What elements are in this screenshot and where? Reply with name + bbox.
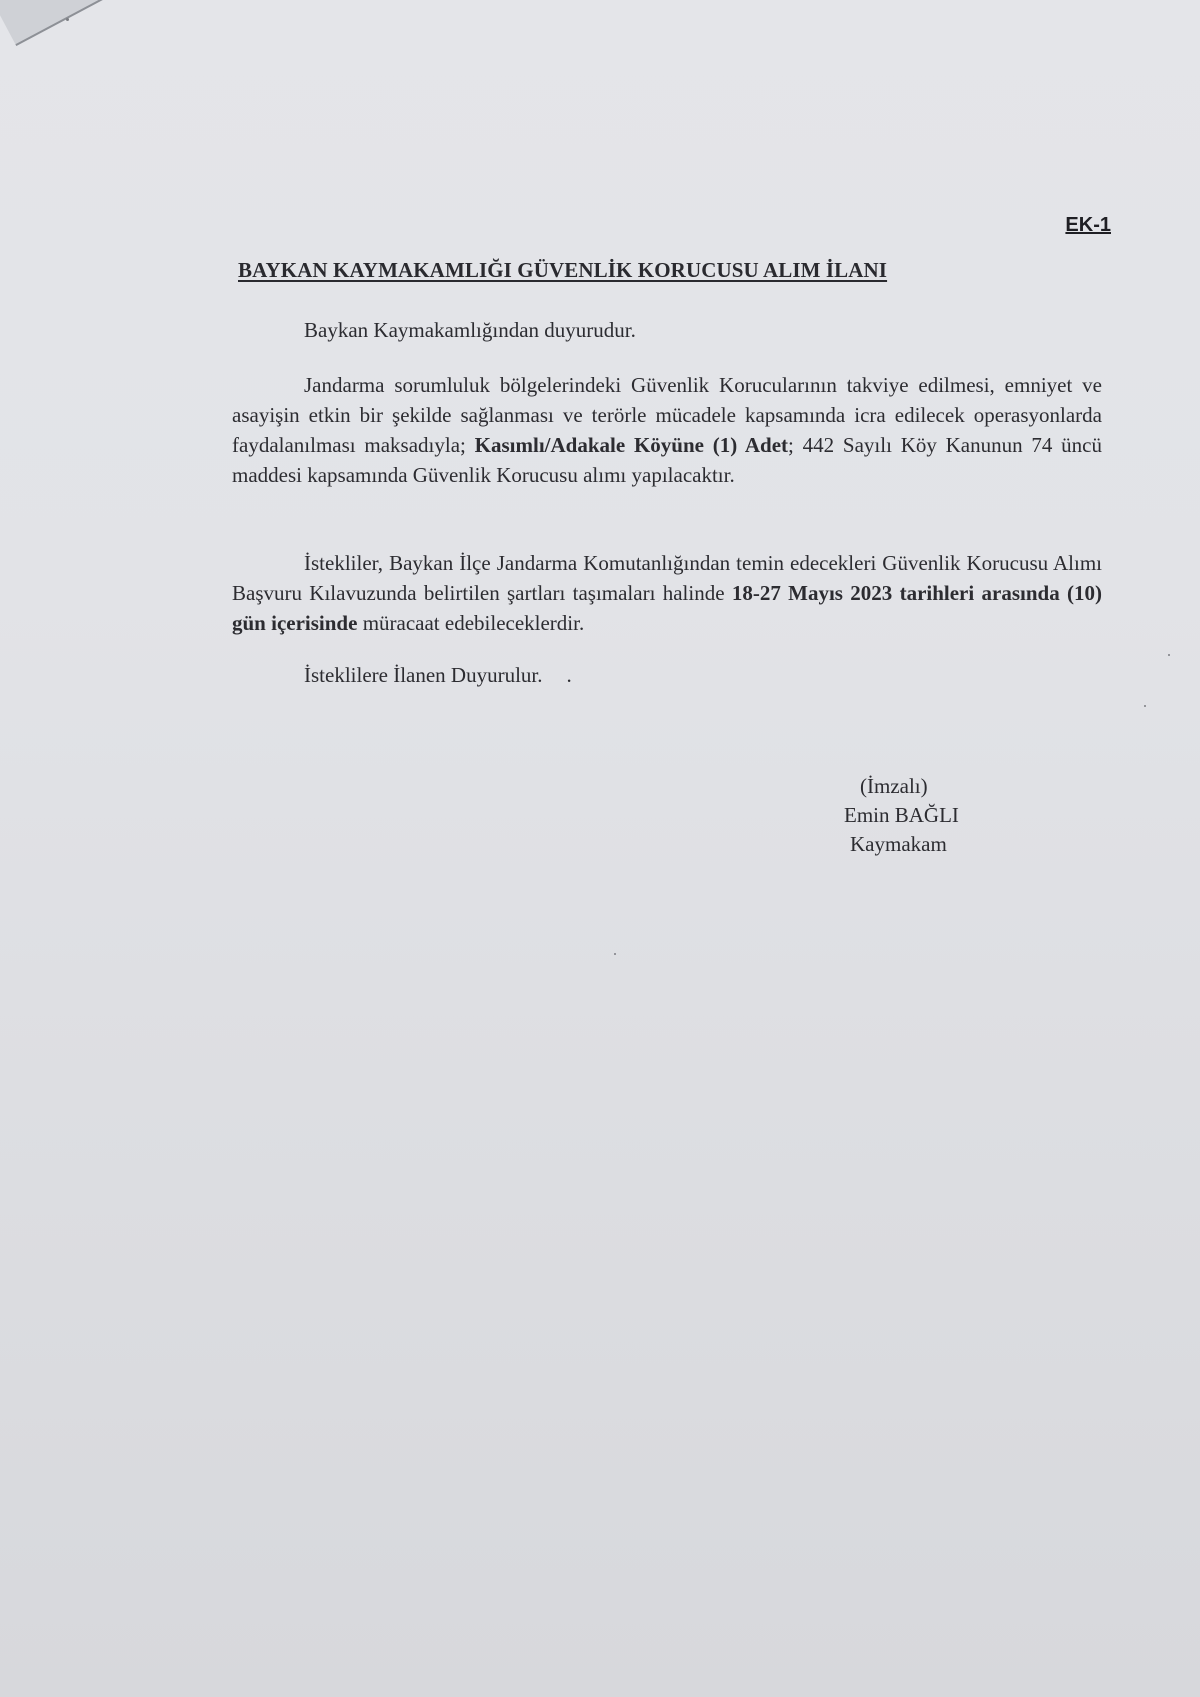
closing-paragraph <box>232 660 1102 690</box>
paragraph-application <box>232 548 1102 638</box>
signature-block <box>820 772 1000 859</box>
paper-speck <box>1168 654 1170 656</box>
paragraph-bold-text: Kasımlı/Adakale Köyüne (1) Adet <box>474 433 789 457</box>
closing-dot: . <box>566 663 572 687</box>
paper-speck <box>1144 705 1146 707</box>
paragraph-text: Jandarma sorumluluk bölgelerindeki Güvenlik Korucularının takviye edilmesi, emniyet ve asayişin etkin bir şekilde sağlanması ve terörle mücadele kapsamında icra edilecek operasyonlarda faydalanılması maksadıyla; <box>232 373 1102 457</box>
paragraph-bold-text: 18-27 Mayıs 2023 tarihleri arasında (10) gün içerisinde <box>232 581 1102 635</box>
paper-speck <box>66 18 69 21</box>
paragraph-text: müracaat edebileceklerdir. <box>357 611 585 635</box>
signature-note: (İmzalı) <box>860 774 928 798</box>
paragraph-text: ; 442 Sayılı Köy Kanunun 74 üncü maddesi kapsamında Güvenlik Korucusu alımı yapılacaktır. <box>232 433 1102 487</box>
paragraph-recruitment <box>232 370 1102 490</box>
closing-text: İsteklilere İlanen Duyurulur. <box>304 663 543 687</box>
signatory-name: Emin BAĞLI <box>844 803 959 827</box>
page-corner-shadow <box>0 0 193 46</box>
page-title: BAYKAN KAYMAKAMLIĞI GÜVENLİK KORUCUSU ALIM İLANI <box>238 258 888 282</box>
paper-speck <box>614 953 616 955</box>
greeting-paragraph: Baykan Kaymakamlığından duyurudur. <box>304 318 636 342</box>
signatory-position: Kaymakam <box>850 832 947 856</box>
annex-label: EK-1 <box>1065 214 1111 236</box>
paragraph-text: İstekliler, Baykan İlçe Jandarma Komutanlığından temin edecekleri Güvenlik Korucusu Alımı Başvuru Kılavuzunda belirtilen şartları taşımaları halinde <box>232 551 1102 605</box>
